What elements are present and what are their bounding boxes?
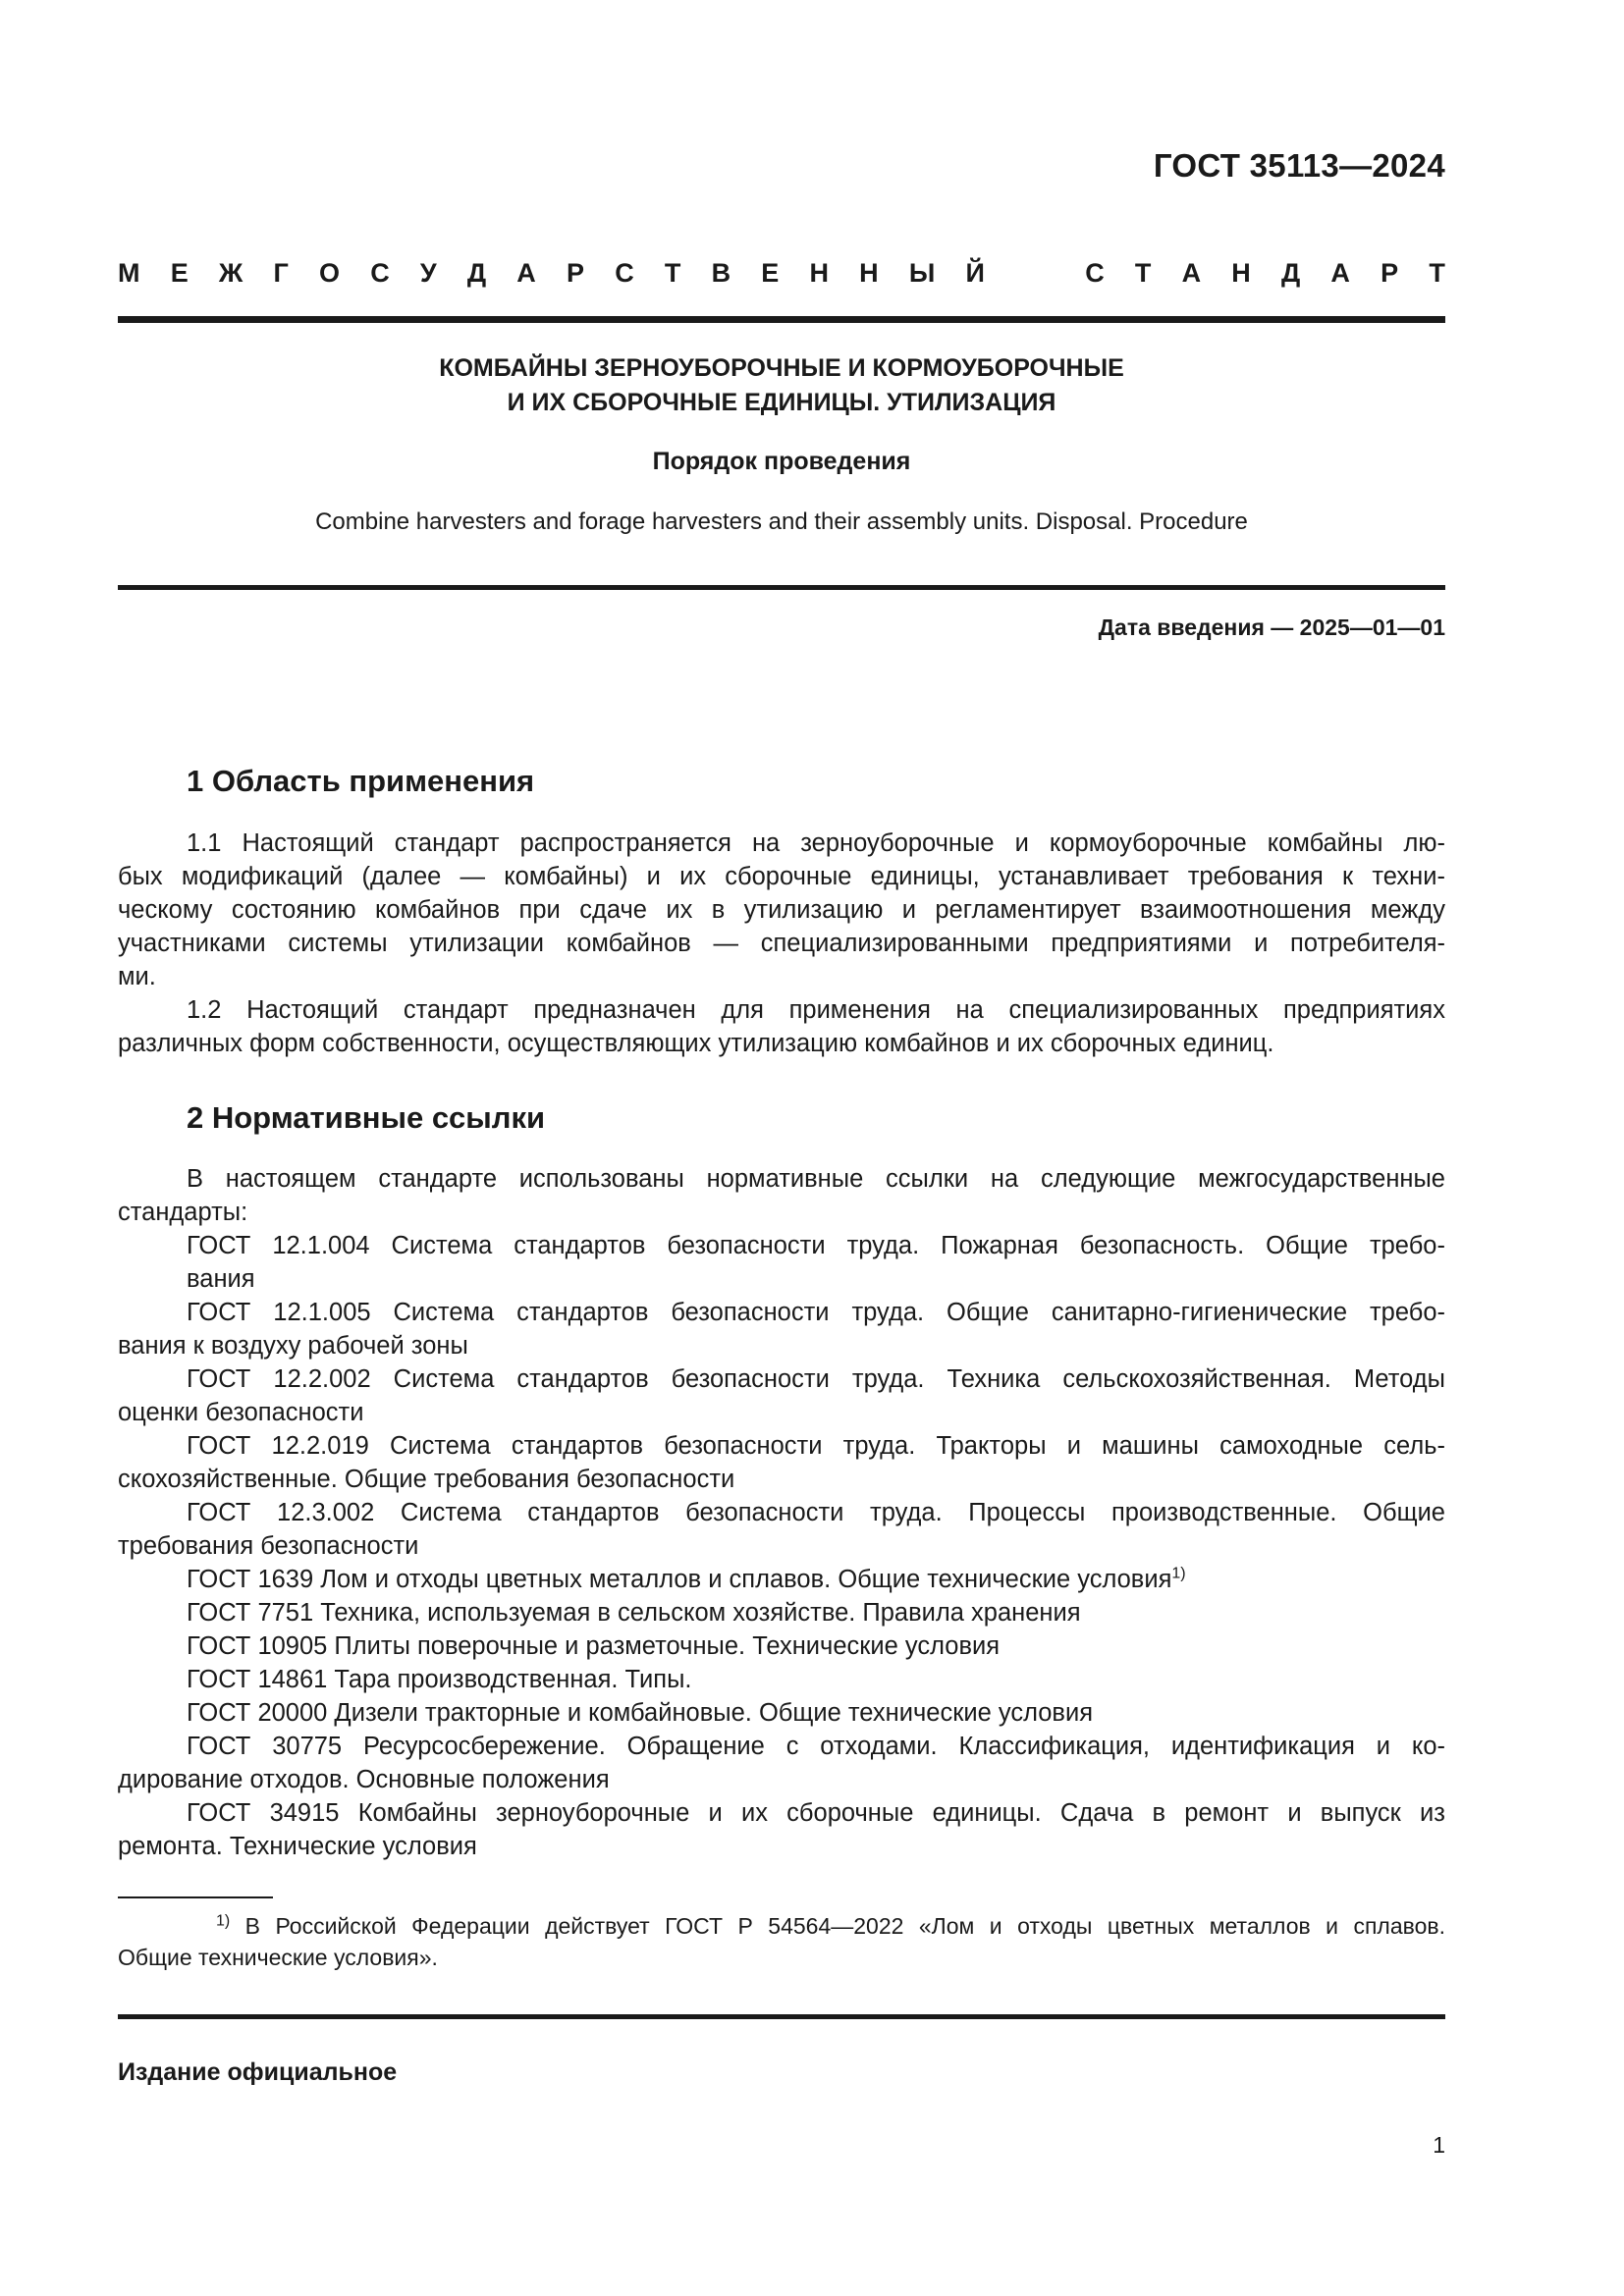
- reference-line: скохозяйственные. Общие требования безопасности: [118, 1466, 735, 1493]
- banner-letter: Н: [859, 257, 879, 288]
- subtitle: Порядок проведения: [652, 448, 911, 475]
- banner-letter: У: [419, 257, 437, 288]
- introduction-date: Дата введения — 2025—01—01: [1098, 614, 1445, 640]
- footnote-reference-mark: 1): [1171, 1565, 1186, 1582]
- reference-line-gost-1639: [118, 1563, 1445, 1596]
- text-line: ческому состоянию комбайнов при сдаче их в утилизацию и регламентирует взаимоотношения между: [118, 896, 1445, 924]
- reference-line: ГОСТ 30775 Ресурсосбережение. Обращение с отходами. Классификация, идентификация и ко-: [187, 1733, 1445, 1760]
- section-2-intro: [118, 1162, 1445, 1229]
- reference-line: ГОСТ 12.3.002 Система стандартов безопасности труда. Процессы производственные. Общие: [187, 1499, 1445, 1526]
- banner-letter: Р: [1380, 257, 1399, 288]
- normative-references-list: [118, 1229, 1445, 1863]
- reference-line: ремонта. Технические условия: [118, 1833, 477, 1860]
- section-1-paragraph-2: [118, 993, 1445, 1060]
- banner-letter: М: [118, 257, 140, 288]
- text-line: ми.: [118, 963, 156, 990]
- banner-letter: Д: [466, 257, 487, 288]
- section-1-paragraph-1: [118, 827, 1445, 993]
- banner-letter: С: [1085, 257, 1105, 288]
- interstate-standard-banner: [118, 253, 1445, 293]
- text-line: бых модификаций (далее — комбайны) и их сборочные единицы, устанавливает требования к техни-: [118, 863, 1445, 890]
- reference-line: ГОСТ 12.2.002 Система стандартов безопасности труда. Техника сельскохозяйственная. Методы: [187, 1365, 1445, 1393]
- text-line: стандарты:: [118, 1199, 248, 1226]
- banner-letter: Н: [809, 257, 829, 288]
- reference-line: требования безопасности: [118, 1532, 419, 1560]
- banner-letter: А: [1330, 257, 1350, 288]
- document-number: ГОСТ 35113—2024: [1153, 147, 1445, 184]
- reference-line: вания к воздуху рабочей зоны: [118, 1332, 468, 1360]
- title-line-1: КОМБАЙНЫ ЗЕРНОУБОРОЧНЫЕ И КОРМОУБОРОЧНЫЕ: [439, 354, 1124, 382]
- title-rule: [118, 585, 1445, 590]
- banner-letter: О: [318, 257, 340, 288]
- banner-letter: Н: [1231, 257, 1251, 288]
- banner-letter: Т: [1429, 257, 1445, 288]
- footnote: [118, 1910, 1445, 1973]
- banner-letter: Ы: [908, 257, 936, 288]
- footer-rule: [118, 2014, 1445, 2019]
- reference-line: ГОСТ 7751 Техника, используемая в сельском хозяйстве. Правила хранения: [187, 1599, 1081, 1627]
- english-title: Combine harvesters and forage harvesters and their assembly units. Disposal. Procedure: [315, 508, 1248, 535]
- header-rule: [118, 316, 1445, 323]
- reference-line: ГОСТ 14861 Тара производственная. Типы.: [187, 1666, 692, 1693]
- footnote-mark: 1): [216, 1912, 231, 1930]
- title-line-2: И ИХ СБОРОЧНЫЕ ЕДИНИЦЫ. УТИЛИЗАЦИЯ: [507, 389, 1056, 416]
- banner-letter: Т: [1134, 257, 1152, 288]
- banner-letter: В: [711, 257, 731, 288]
- section-2-heading: 2 Нормативные ссылки: [187, 1100, 546, 1135]
- banner-letter: С: [370, 257, 390, 288]
- text-line: участниками системы утилизации комбайнов — специализированными предприятиями и потребителя-: [118, 930, 1445, 957]
- reference-line: ГОСТ 10905 Плиты поверочные и разметочные. Технические условия: [187, 1632, 1001, 1660]
- footnote-text: В Российской Федерации действует ГОСТ Р 54564—2022 «Лом и отходы цветных металлов и сплавов.: [230, 1913, 1445, 1939]
- reference-line: вания: [187, 1265, 255, 1293]
- footnote-line: Общие технические условия».: [118, 1945, 438, 1970]
- footnote-line: [118, 1910, 1445, 1942]
- reference-line: ГОСТ 20000 Дизели тракторные и комбайновые. Общие технические условия: [187, 1699, 1094, 1727]
- text-line: 1.2 Настоящий стандарт предназначен для применения на специализированных предприятиях: [187, 996, 1445, 1024]
- text-line: 1.1 Настоящий стандарт распространяется на зерноуборочные и кормоуборочные комбайны лю-: [187, 829, 1445, 857]
- banner-letter: С: [615, 257, 634, 288]
- banner-letter: Д: [1280, 257, 1301, 288]
- banner-letter: Й: [965, 257, 985, 288]
- text-line: В настоящем стандарте использованы нормативные ссылки на следующие межгосударственные: [187, 1165, 1445, 1193]
- banner-letter: Ж: [218, 257, 244, 288]
- reference-line: ГОСТ 34915 Комбайны зерноуборочные и их сборочные единицы. Сдача в ремонт и выпуск из: [187, 1799, 1445, 1827]
- banner-letter: Т: [664, 257, 681, 288]
- official-edition-label: Издание официальное: [118, 2058, 398, 2086]
- footnote-separator: [118, 1896, 273, 1898]
- reference-line: оценки безопасности: [118, 1399, 364, 1426]
- banner-letter: Е: [761, 257, 780, 288]
- section-1-heading: 1 Область применения: [187, 764, 535, 798]
- reference-line: дирование отходов. Основные положения: [118, 1766, 610, 1793]
- banner-letter: А: [516, 257, 536, 288]
- reference-line: ГОСТ 12.1.005 Система стандартов безопасности труда. Общие санитарно-гигиенические требо-: [187, 1299, 1445, 1326]
- banner-letter: Г: [273, 257, 289, 288]
- reference-text: ГОСТ 1639 Лом и отходы цветных металлов и сплавов. Общие технические условия: [187, 1566, 1172, 1593]
- banner-letter: Е: [170, 257, 189, 288]
- reference-line: ГОСТ 12.2.019 Система стандартов безопасности труда. Тракторы и машины самоходные сель-: [187, 1432, 1445, 1460]
- reference-line: ГОСТ 12.1.004 Система стандартов безопасности труда. Пожарная безопасность. Общие требо-: [187, 1232, 1445, 1259]
- text-line: различных форм собственности, осуществляющих утилизацию комбайнов и их сборочных единиц.: [118, 1030, 1274, 1057]
- page-number: 1: [1433, 2132, 1445, 2158]
- banner-letter: Р: [566, 257, 584, 288]
- banner-letter: А: [1181, 257, 1202, 288]
